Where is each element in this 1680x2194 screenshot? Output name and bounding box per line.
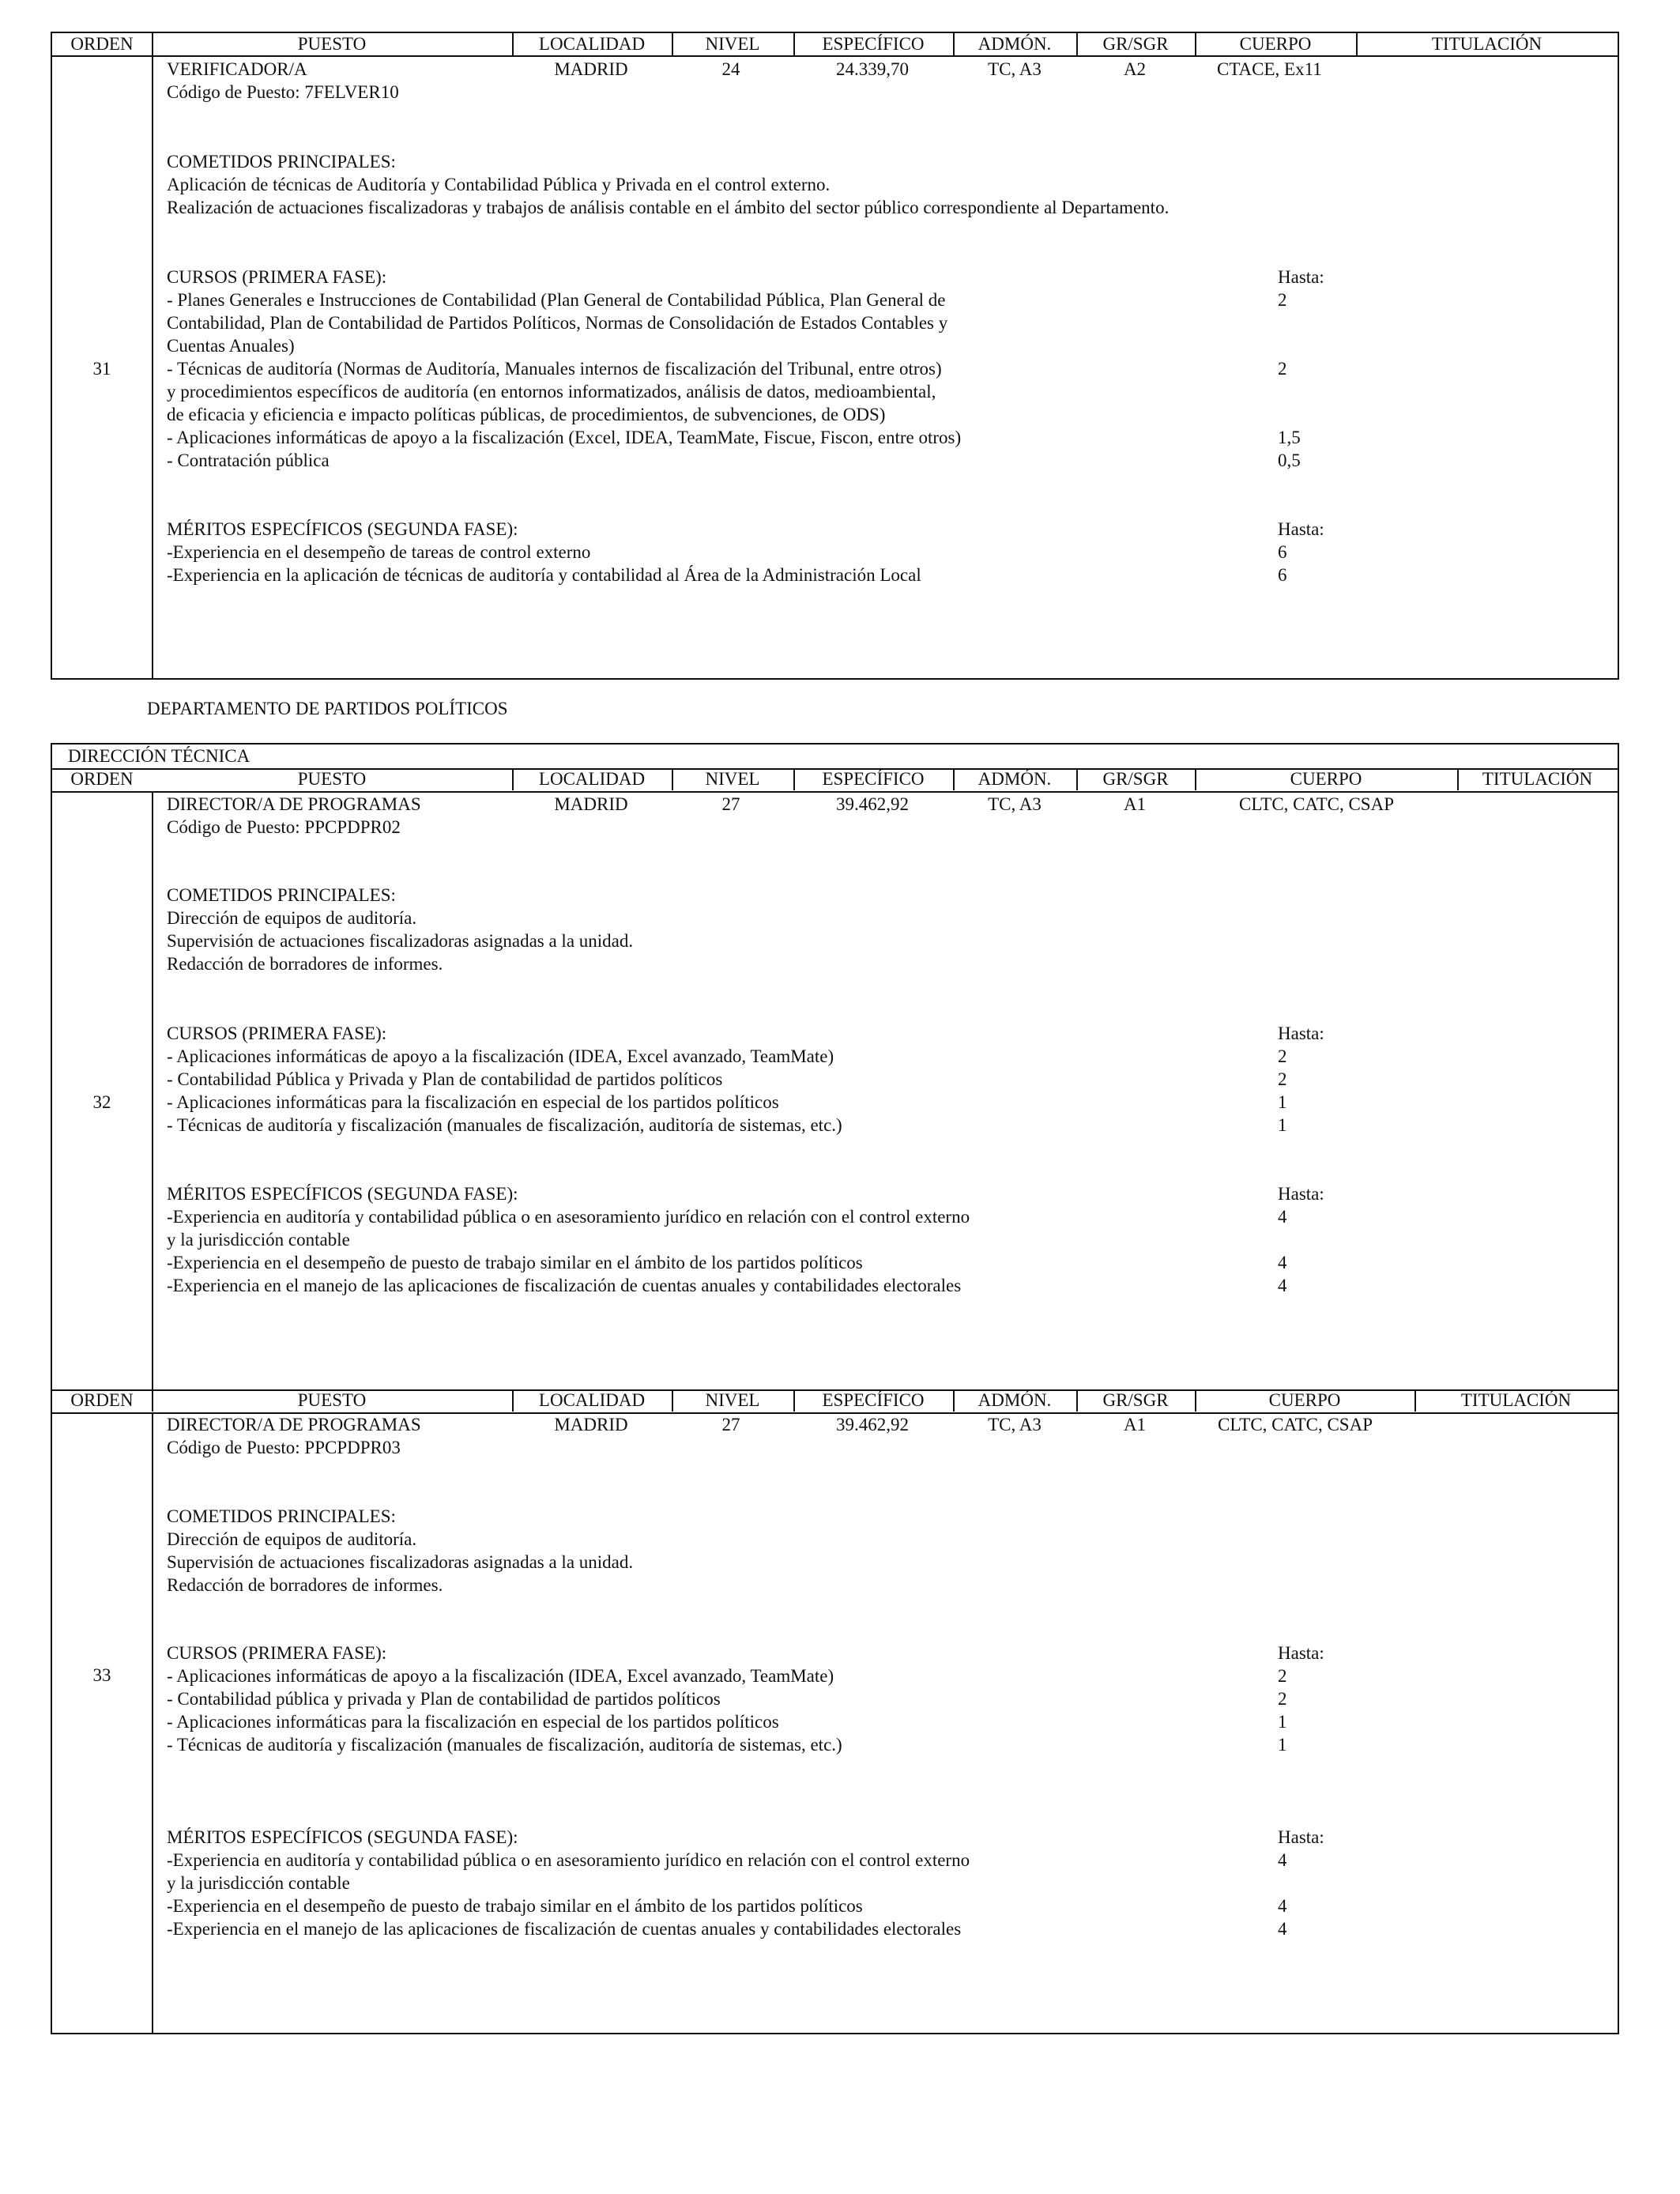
header-localidad: LOCALIDAD — [538, 769, 646, 789]
puesto-code: Código de Puesto: PPCPDPR03 — [167, 1438, 401, 1457]
merito-points: 4 — [1278, 1850, 1287, 1870]
puesto-name: VERIFICADOR/A — [167, 59, 307, 79]
header-orden: ORDEN — [70, 769, 134, 789]
grupo-value: A2 — [1123, 59, 1147, 79]
orden-column-divider — [152, 791, 153, 1389]
merito-line: -Experiencia en la aplicación de técnicas de auditoría y contabilidad al Área de la Administración Local — [167, 565, 921, 585]
merito-points: 4 — [1278, 1276, 1287, 1295]
header-especifico: ESPECÍFICO — [822, 34, 925, 54]
curso-line: - Técnicas de auditoría y fiscalización (manuales de fiscalización, auditoría de sistemas, etc.) — [167, 1735, 842, 1755]
cometido-line: Supervisión de actuaciones fiscalizadoras asignadas a la unidad. — [167, 931, 634, 951]
orden-value: 32 — [92, 1092, 111, 1112]
cometido-line: Aplicación de técnicas de Auditoría y Contabilidad Pública y Privada en el control externo. — [167, 175, 831, 194]
header-admon: ADMÓN. — [977, 769, 1052, 789]
puesto-code: Código de Puesto: PPCPDPR02 — [167, 817, 401, 837]
merito-points: 6 — [1278, 542, 1287, 562]
merito-line: -Experiencia en el desempeño de puesto de trabajo similar en el ámbito de los partidos políticos — [167, 1896, 863, 1916]
orden-value: 33 — [92, 1665, 111, 1685]
cometidos-heading: COMETIDOS PRINCIPALES: — [167, 1506, 396, 1526]
curso-points: 1,5 — [1278, 428, 1301, 447]
curso-line: de eficacia y eficiencia e impacto políticas públicas, de procedimientos, de subvenciones, de ODS) — [167, 405, 886, 424]
curso-line: - Aplicaciones informáticas para la fiscalización en especial de los partidos políticos — [167, 1712, 779, 1732]
nivel-value: 24 — [721, 59, 740, 79]
cometido-line: Realización de actuaciones fiscalizadoras y trabajos de análisis contable en el ámbito del sector público correspondiente al Departamento. — [167, 198, 1170, 217]
header-localidad: LOCALIDAD — [538, 34, 646, 54]
merito-line: -Experiencia en el desempeño de tareas de control externo — [167, 542, 591, 562]
curso-line: - Aplicaciones informáticas de apoyo a la fiscalización (IDEA, Excel avanzado, TeamMate) — [167, 1046, 834, 1066]
header-nivel: NIVEL — [705, 769, 760, 789]
curso-points: 2 — [1278, 1069, 1287, 1089]
puesto-name: DIRECTOR/A DE PROGRAMAS — [167, 1415, 421, 1434]
header-puesto: PUESTO — [297, 34, 367, 54]
curso-line: - Planes Generales e Instrucciones de Contabilidad (Plan General de Contabilidad Pública, Plan General de — [167, 290, 946, 310]
grupo-value: A1 — [1123, 1415, 1147, 1434]
curso-line: - Contabilidad Pública y Privada y Plan de contabilidad de partidos políticos — [167, 1069, 723, 1089]
merito-line: y la jurisdicción contable — [167, 1873, 350, 1893]
admon-value: TC, A3 — [988, 59, 1042, 79]
header-puesto: PUESTO — [297, 1390, 367, 1410]
header-cuerpo: CUERPO — [1290, 769, 1362, 789]
cometidos-heading: COMETIDOS PRINCIPALES: — [167, 152, 396, 172]
header-titulacion: TITULACIÓN — [1431, 34, 1543, 54]
cometidos-heading: COMETIDOS PRINCIPALES: — [167, 885, 396, 905]
especifico-value: 24.339,70 — [836, 59, 909, 79]
merito-points: 4 — [1278, 1919, 1287, 1939]
merito-line: y la jurisdicción contable — [167, 1230, 350, 1250]
header-especifico: ESPECÍFICO — [822, 769, 925, 789]
orden-column-divider — [152, 33, 153, 678]
header-nivel: NIVEL — [705, 34, 760, 54]
header-titulacion: TITULACIÓN — [1460, 1390, 1572, 1410]
curso-line: - Aplicaciones informáticas de apoyo a la fiscalización (IDEA, Excel avanzado, TeamMate) — [167, 1666, 834, 1686]
header-puesto: PUESTO — [297, 769, 367, 789]
cursos-heading: CURSOS (PRIMERA FASE): — [167, 1643, 387, 1663]
orden-column-divider — [152, 1412, 153, 2033]
curso-points: 2 — [1278, 359, 1287, 379]
hasta-label: Hasta: — [1278, 1184, 1324, 1204]
merito-points: 4 — [1278, 1207, 1287, 1227]
header-grupo: GR/SGR — [1102, 34, 1169, 54]
curso-line: - Aplicaciones informáticas de apoyo a la fiscalización (Excel, IDEA, TeamMate, Fiscue, Fiscon, entre otros) — [167, 428, 962, 447]
merito-points: 4 — [1278, 1253, 1287, 1272]
header-cuerpo: CUERPO — [1268, 1390, 1341, 1410]
hasta-label: Hasta: — [1278, 519, 1324, 539]
curso-line: Contabilidad, Plan de Contabilidad de Partidos Políticos, Normas de Consolidación de Estados Contables y — [167, 313, 948, 333]
unit-title: DIRECCIÓN TÉCNICA — [68, 746, 250, 766]
puesto-code: Código de Puesto: 7FELVER10 — [167, 82, 399, 102]
hasta-label: Hasta: — [1278, 1643, 1324, 1663]
merito-points: 4 — [1278, 1896, 1287, 1916]
curso-points: 2 — [1278, 1666, 1287, 1686]
especifico-value: 39.462,92 — [836, 1415, 909, 1434]
curso-points: 1 — [1278, 1712, 1287, 1732]
cursos-heading: CURSOS (PRIMERA FASE): — [167, 267, 387, 287]
curso-points: 2 — [1278, 1689, 1287, 1709]
curso-points: 2 — [1278, 1046, 1287, 1066]
meritos-heading: MÉRITOS ESPECÍFICOS (SEGUNDA FASE): — [167, 519, 518, 539]
header-nivel: NIVEL — [705, 1390, 760, 1410]
header-orden: ORDEN — [70, 34, 134, 54]
header-localidad: LOCALIDAD — [538, 1390, 646, 1410]
cometido-line: Dirección de equipos de auditoría. — [167, 1529, 417, 1549]
curso-points: 0,5 — [1278, 450, 1301, 470]
cuerpo-value: CLTC, CATC, CSAP — [1218, 1415, 1373, 1434]
header-admon: ADMÓN. — [977, 34, 1052, 54]
admon-value: TC, A3 — [988, 1415, 1042, 1434]
department-title: DEPARTAMENTO DE PARTIDOS POLÍTICOS — [147, 699, 508, 718]
meritos-heading: MÉRITOS ESPECÍFICOS (SEGUNDA FASE): — [167, 1184, 518, 1204]
curso-points: 2 — [1278, 290, 1287, 310]
especifico-value: 39.462,92 — [836, 794, 909, 814]
hasta-label: Hasta: — [1278, 267, 1324, 287]
header-titulacion: TITULACIÓN — [1482, 769, 1593, 789]
orden-value: 31 — [92, 359, 111, 379]
meritos-heading: MÉRITOS ESPECÍFICOS (SEGUNDA FASE): — [167, 1827, 518, 1847]
curso-line: - Contratación pública — [167, 450, 330, 470]
merito-points: 6 — [1278, 565, 1287, 585]
nivel-value: 27 — [721, 1415, 740, 1434]
cometido-line: Supervisión de actuaciones fiscalizadoras asignadas a la unidad. — [167, 1552, 634, 1572]
grupo-value: A1 — [1123, 794, 1147, 814]
localidad-value: MADRID — [554, 59, 628, 79]
header-divider — [52, 55, 1618, 57]
header-orden: ORDEN — [70, 1390, 134, 1410]
nivel-value: 27 — [721, 794, 740, 814]
curso-line: - Técnicas de auditoría (Normas de Auditoría, Manuales internos de fiscalización del Tribunal, entre otros) — [167, 359, 942, 379]
localidad-value: MADRID — [554, 1415, 628, 1434]
localidad-value: MADRID — [554, 794, 628, 814]
hasta-label: Hasta: — [1278, 1827, 1324, 1847]
cuerpo-value: CLTC, CATC, CSAP — [1239, 794, 1394, 814]
curso-points: 1 — [1278, 1735, 1287, 1755]
header-grupo: GR/SGR — [1102, 1390, 1169, 1410]
curso-line: - Contabilidad pública y privada y Plan de contabilidad de partidos políticos — [167, 1689, 721, 1709]
cometido-line: Redacción de borradores de informes. — [167, 954, 443, 974]
hasta-label: Hasta: — [1278, 1023, 1324, 1043]
admon-value: TC, A3 — [988, 794, 1042, 814]
merito-line: -Experiencia en el manejo de las aplicaciones de fiscalización de cuentas anuales y contabilidades electorales — [167, 1276, 962, 1295]
header-especifico: ESPECÍFICO — [822, 1390, 925, 1410]
curso-line: - Técnicas de auditoría y fiscalización (manuales de fiscalización, auditoría de sistemas, etc.) — [167, 1115, 842, 1135]
merito-line: -Experiencia en el manejo de las aplicaciones de fiscalización de cuentas anuales y contabilidades electorales — [167, 1919, 962, 1939]
curso-line: - Aplicaciones informáticas para la fiscalización en especial de los partidos políticos — [167, 1092, 779, 1112]
merito-line: -Experiencia en auditoría y contabilidad pública o en asesoramiento jurídico en relación con el control externo — [167, 1207, 970, 1227]
header-cuerpo: CUERPO — [1239, 34, 1312, 54]
cometido-line: Dirección de equipos de auditoría. — [167, 908, 417, 928]
curso-points: 1 — [1278, 1092, 1287, 1112]
curso-line: Cuentas Anuales) — [167, 336, 295, 356]
curso-line: y procedimientos específicos de auditoría (en entornos informatizados, análisis de datos, medioambiental, — [167, 382, 936, 401]
cometido-line: Redacción de borradores de informes. — [167, 1575, 443, 1595]
header-grupo: GR/SGR — [1102, 769, 1169, 789]
curso-points: 1 — [1278, 1115, 1287, 1135]
merito-line: -Experiencia en el desempeño de puesto de trabajo similar en el ámbito de los partidos políticos — [167, 1253, 863, 1272]
cursos-heading: CURSOS (PRIMERA FASE): — [167, 1023, 387, 1043]
cuerpo-value: CTACE, Ex11 — [1217, 59, 1322, 79]
puesto-name: DIRECTOR/A DE PROGRAMAS — [167, 794, 421, 814]
merito-line: -Experiencia en auditoría y contabilidad pública o en asesoramiento jurídico en relación con el control externo — [167, 1850, 970, 1870]
header-admon: ADMÓN. — [977, 1390, 1052, 1410]
